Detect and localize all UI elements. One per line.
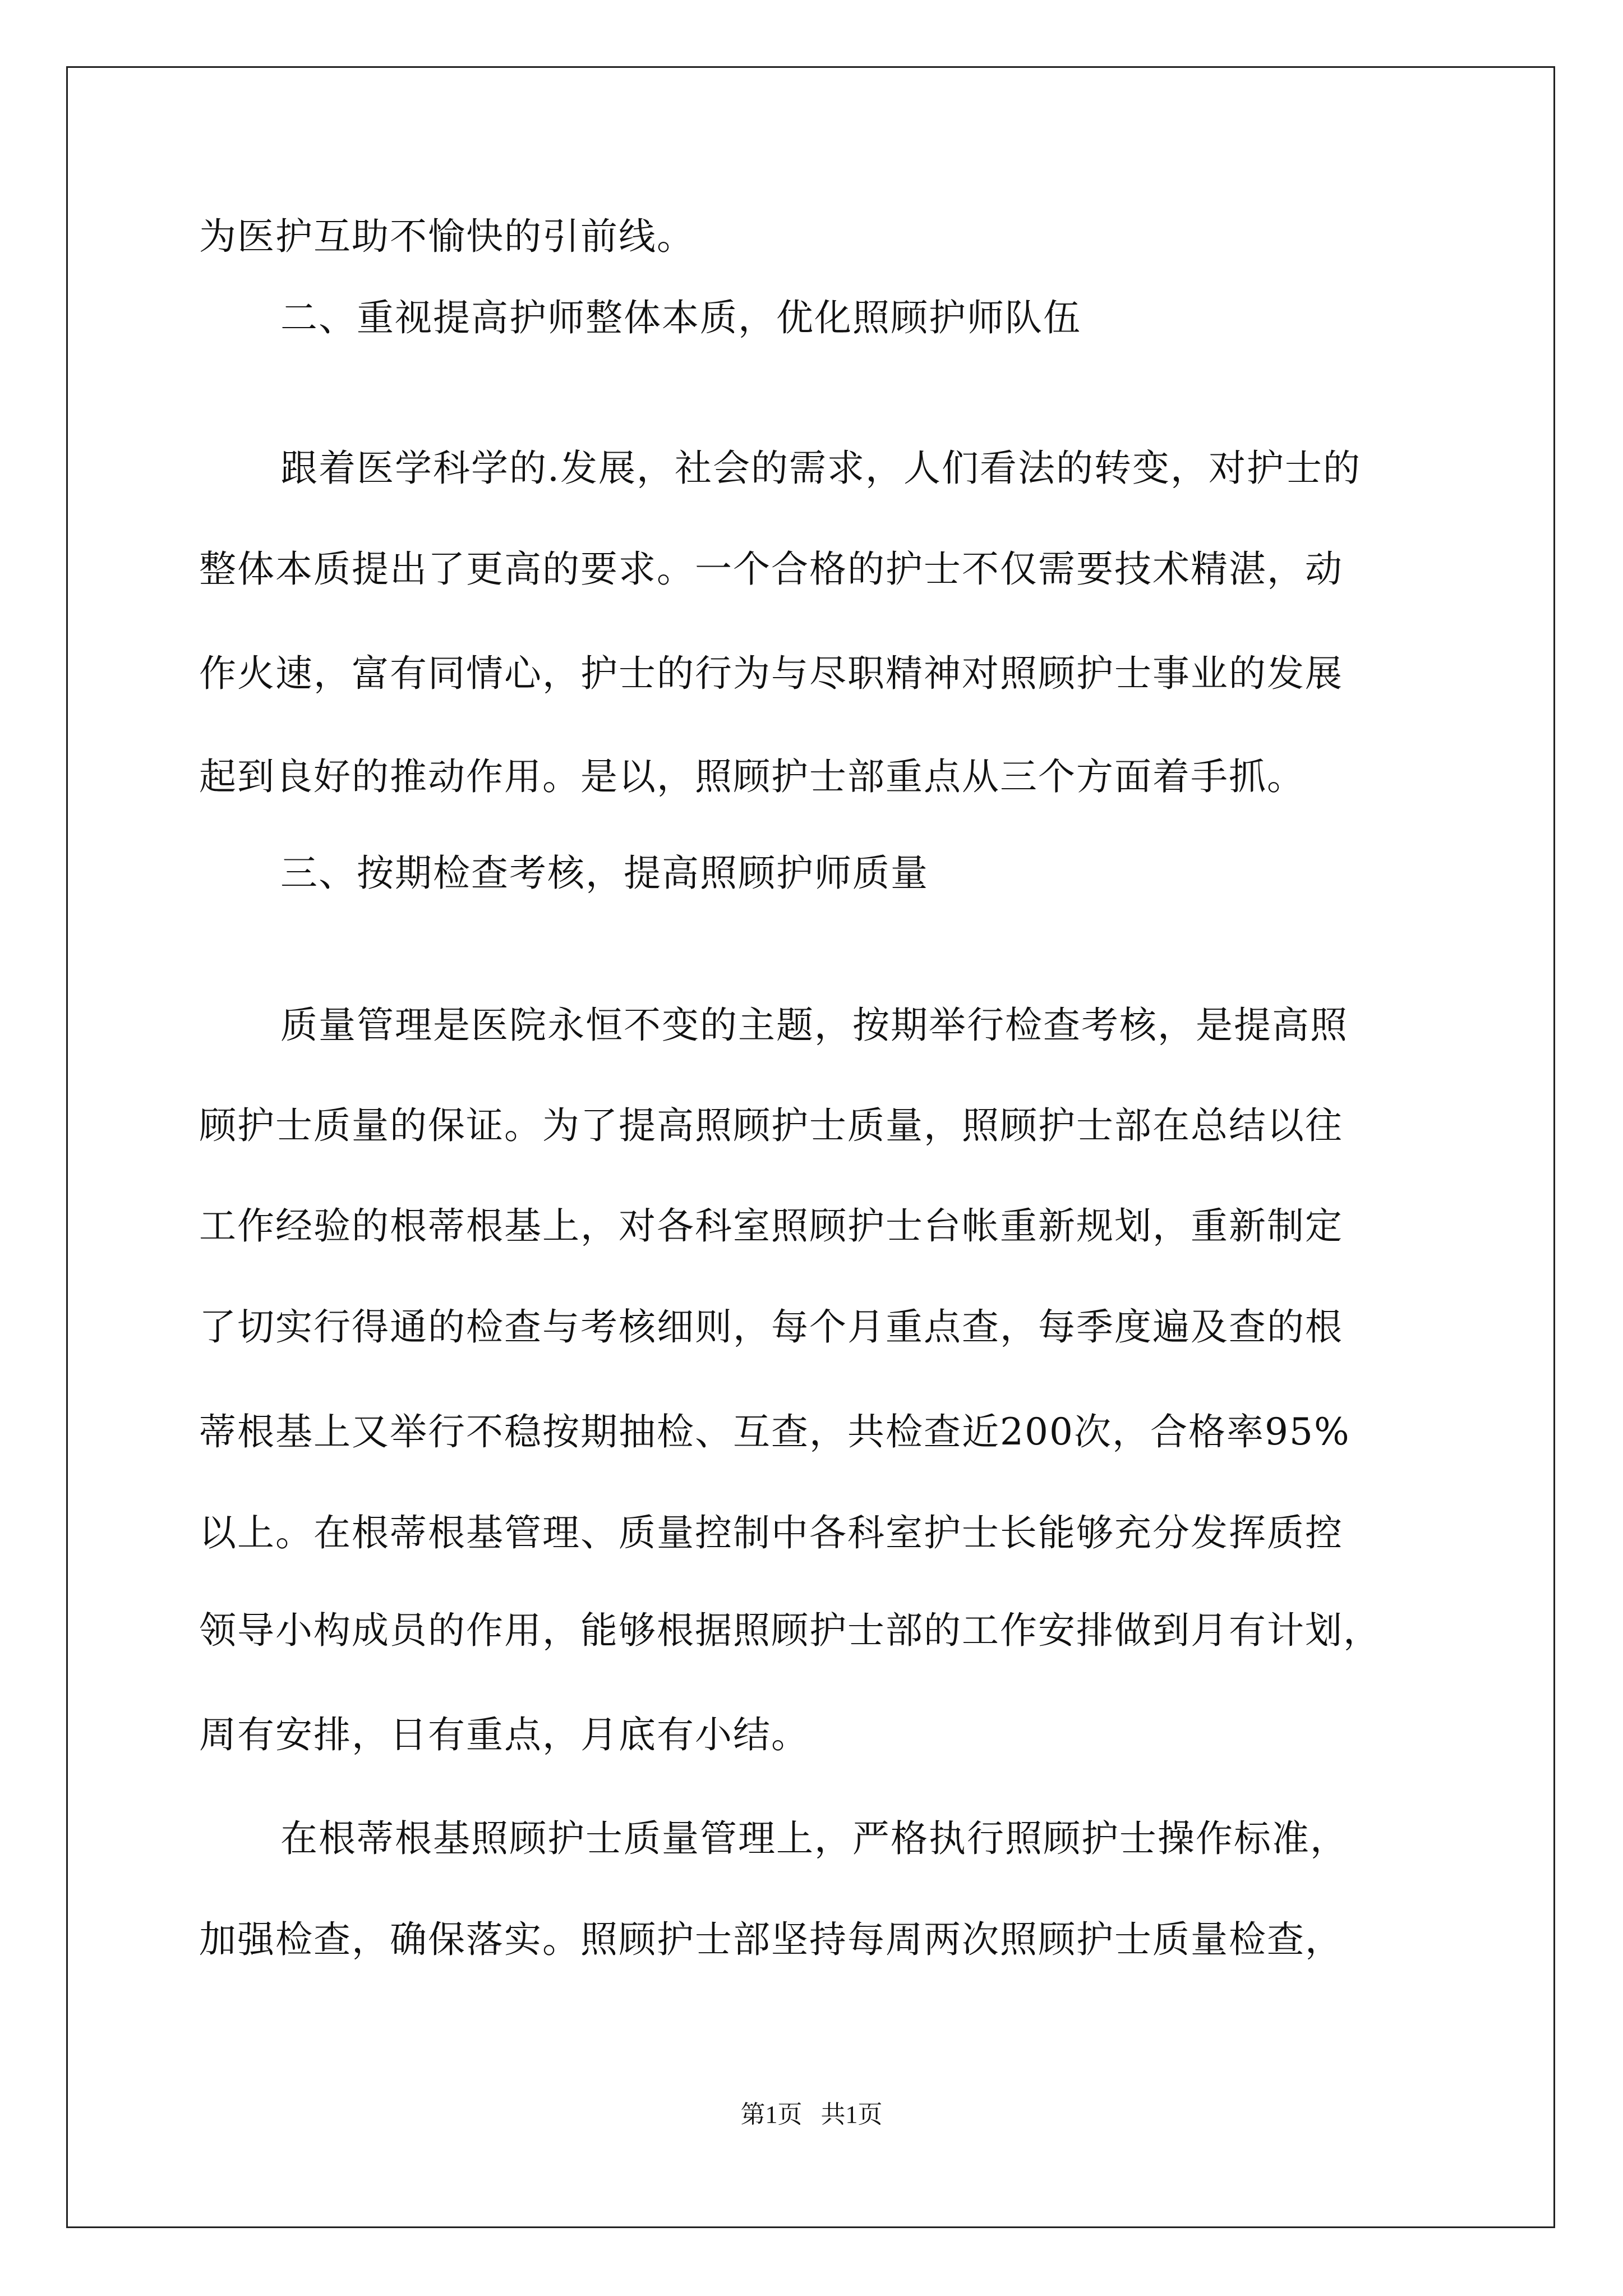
text-line: 蒂根基上又举行不稳按期抽检、互查，共检查近200次，合格率95% [199,1410,1350,1453]
section-heading: 二、重视提高护师整体本质，优化照顾护师队伍 [280,296,1081,339]
text-line: 周有安排，日有重点，月底有小结。 [199,1713,809,1756]
text-line: 跟着医学科学的.发展，社会的需求，人们看法的转变，对护士的 [280,447,1361,490]
text-line: 工作经验的根蒂根基上，对各科室照顾护士台帐重新规划，重新制定 [199,1204,1343,1248]
text-line: 质量管理是医院永恒不变的主题，按期举行检查考核，是提高照 [280,1004,1348,1047]
page-number: 第1页 [740,2101,803,2128]
text-line: 以上。在根蒂根基管理、质量控制中各科室护士长能够充分发挥质控 [199,1511,1343,1554]
text-line: 领导小构成员的作用，能够根据照顾护士部的工作安排做到月有计划， [199,1609,1381,1652]
page-total: 共1页 [820,2101,883,2128]
text-line: 起到良好的推动作用。是以，照顾护士部重点从三个方面着手抓。 [199,755,1305,798]
text-line: 为医护互助不愉快的引前线。 [199,215,695,258]
text-line: 顾护士质量的保证。为了提高照顾护士质量，照顾护士部在总结以往 [199,1104,1343,1147]
text-line: 作火速，富有同情心，护士的行为与尽职精神对照顾护士事业的发展 [199,652,1343,695]
text-line: 在根蒂根基照顾护士质量管理上，严格执行照顾护士操作标准， [280,1817,1348,1860]
section-heading: 三、按期检查考核，提高照顾护师质量 [280,852,929,895]
text-line: 了切实行得通的检查与考核细则，每个月重点查，每季度遍及查的根 [199,1305,1343,1349]
text-line: 加强检查，确保落实。照顾护士部坚持每周两次照顾护士质量检查， [199,1918,1343,1961]
text-line: 整体本质提出了更高的要求。一个合格的护士不仅需要技术精湛，动 [199,547,1343,591]
page-footer [0,2098,1623,2132]
